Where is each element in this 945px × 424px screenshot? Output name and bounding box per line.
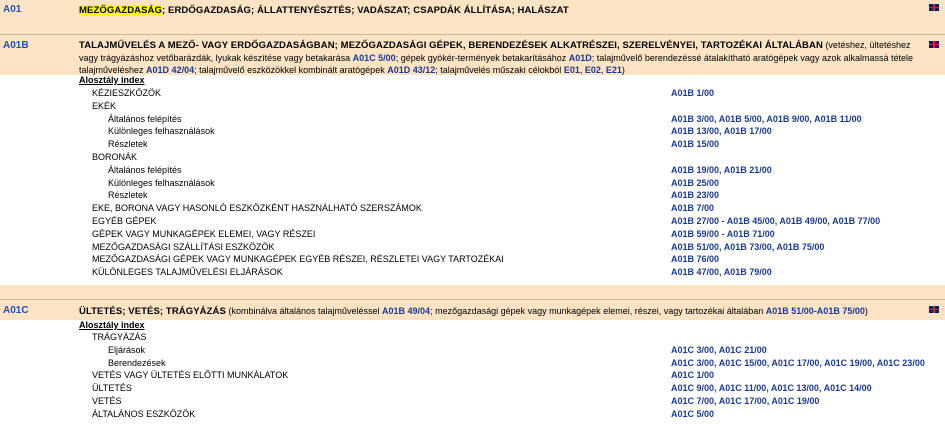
index-row-label: Berendezések bbox=[108, 357, 166, 368]
subclass-index-heading: Alosztály index bbox=[79, 75, 145, 85]
index-row-label: KÜLÖNLEGES TALAJMŰVELÉSI ELJÁRÁSOK bbox=[92, 267, 283, 278]
index-row-ref-link[interactable]: A01C 3/00, A01C 21/00 bbox=[671, 344, 767, 355]
section-a01-title: MEZŐGAZDASÁG; ERDŐGAZDASÁG; ÁLLATTENYÉSZTÉS; VADÁSZAT; CSAPDÁK ÁLLÍTÁSA; HALÁSZAT bbox=[79, 5, 569, 16]
index-row-ref-link[interactable]: A01B 1/00 bbox=[671, 88, 715, 98]
index-row-label: Különleges felhasználások bbox=[108, 126, 215, 137]
index-row-ref-link[interactable]: A01B 3/00, A01B 5/00, A01B 9/00, A01B 11/00 bbox=[671, 113, 862, 124]
class-code-a01[interactable]: A01 bbox=[3, 4, 22, 15]
index-row-label: Részletek bbox=[108, 190, 148, 201]
index-row bbox=[0, 266, 945, 278]
index-row-ref-link[interactable]: A01B 27/00 - A01B 45/00, A01B 49/00, A01B 77/00 bbox=[671, 216, 881, 226]
section-a01b-title: TALAJMŰVELÉS A MEZŐ- VAGY ERDŐGAZDASÁGBAN; MEZŐGAZDASÁGI GÉPEK, BERENDEZÉSEK ALKATRÉSZEI, SZERELVÉNYEI, TARTOZÉKAI ÁLTALÁBAN (vetéshez, ültetéshez vagy trágyázáshoz vetőbarázdák, lyukak készítése vagy betakarása A01C 5/00; gépek gyökér-termények betakarításához A01D; talajművelő berendezéssé átalakítható aratógépek vagy azok alkalmassá tétele talajműveléshez A01D 42/04; talajművelő eszközökkel kombinált aratógépek A01D 43/12; talajművelés műszaki célokból E01, E02, E21) bbox=[79, 40, 913, 75]
index-row-ref-link[interactable]: A01B 23/00 bbox=[671, 190, 720, 201]
index-row bbox=[0, 357, 945, 369]
ref-link[interactable]: A01B 51/00-A01B 75/00 bbox=[765, 306, 865, 316]
index-row bbox=[0, 344, 945, 356]
index-row-label: ÁLTALÁNOS ESZKÖZÖK bbox=[92, 408, 196, 419]
index-row bbox=[0, 241, 945, 253]
index-row-label: VETÉS VAGY ÜLTETÉS ELŐTTI MUNKÁLATOK bbox=[92, 370, 289, 381]
index-row bbox=[0, 215, 945, 227]
index-row-label: VETÉS bbox=[92, 396, 122, 406]
ref-link[interactable]: A01B 49/04 bbox=[382, 306, 431, 316]
index-row bbox=[0, 87, 945, 99]
index-row-ref-link[interactable]: A01B 7/00 bbox=[671, 203, 715, 214]
ref-link[interactable]: A01D 42/04 bbox=[146, 65, 195, 75]
ref-link[interactable]: E21 bbox=[605, 65, 622, 75]
index-row-label: TRÁGYÁZÁS bbox=[92, 332, 147, 342]
index-row-label: Általános felépítés bbox=[108, 164, 182, 175]
index-row-label: GÉPEK VAGY MUNKAGÉPEK ELEMEI, VAGY RÉSZEI bbox=[92, 228, 316, 239]
ref-link[interactable]: E01 bbox=[563, 65, 580, 75]
section-a01c-header bbox=[0, 299, 945, 320]
index-row bbox=[0, 202, 945, 214]
index-row-label: BORONÁK bbox=[92, 152, 138, 162]
index-row bbox=[0, 408, 945, 420]
section-a01b-header bbox=[0, 34, 945, 75]
index-row-label: MEZŐGAZDASÁGI SZÁLLÍTÁSI ESZKÖZÖK bbox=[92, 241, 275, 252]
subclass-index-heading: Alosztály index bbox=[79, 320, 145, 330]
index-row bbox=[0, 151, 945, 163]
index-row-ref-link[interactable]: A01B 15/00 bbox=[671, 139, 720, 150]
uk-flag-icon[interactable] bbox=[929, 306, 939, 313]
section-a01-header bbox=[0, 0, 945, 20]
section-spacer bbox=[0, 20, 945, 34]
index-row-label: EKÉK bbox=[92, 100, 117, 111]
class-code-a01b[interactable]: A01B bbox=[3, 40, 29, 51]
index-row-label: ÜLTETÉS bbox=[92, 383, 132, 394]
index-row-ref-link[interactable]: A01C 7/00, A01C 17/00, A01C 19/00 bbox=[671, 396, 820, 406]
uk-flag-icon[interactable] bbox=[929, 41, 939, 48]
index-row bbox=[0, 189, 945, 201]
index-row bbox=[0, 164, 945, 176]
index-row-ref-link[interactable]: A01C 3/00, A01C 15/00, A01C 17/00, A01C 19/00, A01C 23/00 bbox=[671, 357, 925, 368]
index-row-ref-link[interactable]: A01B 51/00, A01B 73/00, A01B 75/00 bbox=[671, 241, 825, 252]
index-row-ref-link[interactable]: A01B 19/00, A01B 21/00 bbox=[671, 164, 772, 175]
index-row bbox=[0, 138, 945, 150]
section-a01c-title: ÜLTETÉS; VETÉS; TRÁGYÁZÁS (kombinálva általános talajműveléssel A01B 49/04; mezőgazdasági gépek vagy munkagépek elemei, részei, vagy tartozékai általában A01B 51/00-A01B 75/00) bbox=[79, 306, 868, 317]
ref-link[interactable]: A01D bbox=[568, 53, 592, 63]
index-row-label: Eljárások bbox=[108, 344, 146, 355]
index-row bbox=[0, 331, 945, 343]
uk-flag-icon[interactable] bbox=[929, 4, 939, 11]
ref-link[interactable]: A01D 43/12 bbox=[387, 65, 436, 75]
index-row-label: KÉZIESZKÖZÖK bbox=[92, 88, 162, 98]
index-row bbox=[0, 100, 945, 112]
index-row-label: Különleges felhasználások bbox=[108, 177, 215, 188]
index-row-ref-link[interactable]: A01B 13/00, A01B 17/00 bbox=[671, 126, 772, 137]
index-row bbox=[0, 177, 945, 189]
index-row-ref-link[interactable]: A01B 59/00 - A01B 71/00 bbox=[671, 228, 775, 239]
index-row-ref-link[interactable]: A01B 47/00, A01B 79/00 bbox=[671, 267, 772, 278]
ref-link[interactable]: E02 bbox=[584, 65, 601, 75]
index-row-label: MEZŐGAZDASÁGI GÉPEK VAGY MUNKAGÉPEK EGYÉB RÉSZEI, RÉSZLETEI VAGY TARTOZÉKAI bbox=[92, 254, 504, 265]
class-code-a01c[interactable]: A01C bbox=[3, 305, 29, 316]
index-row bbox=[0, 369, 945, 381]
index-row bbox=[0, 125, 945, 137]
index-row-label: EGYÉB GÉPEK bbox=[92, 216, 157, 226]
index-row-ref-link[interactable]: A01C 1/00 bbox=[671, 370, 715, 381]
highlighted-term: MEZŐGAZDASÁG bbox=[79, 5, 163, 16]
index-row-ref-link[interactable]: A01B 76/00 bbox=[671, 254, 720, 265]
index-row-ref-link[interactable]: A01C 5/00 bbox=[671, 408, 715, 419]
index-row bbox=[0, 253, 945, 265]
index-row bbox=[0, 382, 945, 394]
index-row bbox=[0, 395, 945, 407]
index-row-label: Általános felépítés bbox=[108, 113, 182, 124]
index-row bbox=[0, 228, 945, 240]
section-spacer bbox=[0, 285, 945, 299]
index-row bbox=[0, 113, 945, 125]
index-row-ref-link[interactable]: A01C 9/00, A01C 11/00, A01C 13/00, A01C 14/00 bbox=[671, 383, 872, 394]
index-row-label: EKE, BORONA VAGY HASONLÓ ESZKÖZKÉNT HASZNÁLHATÓ SZERSZÁMOK bbox=[92, 203, 422, 214]
index-row-label: Részletek bbox=[108, 139, 148, 150]
ref-link[interactable]: A01C 5/00 bbox=[352, 53, 396, 63]
index-row-ref-link[interactable]: A01B 25/00 bbox=[671, 177, 720, 188]
